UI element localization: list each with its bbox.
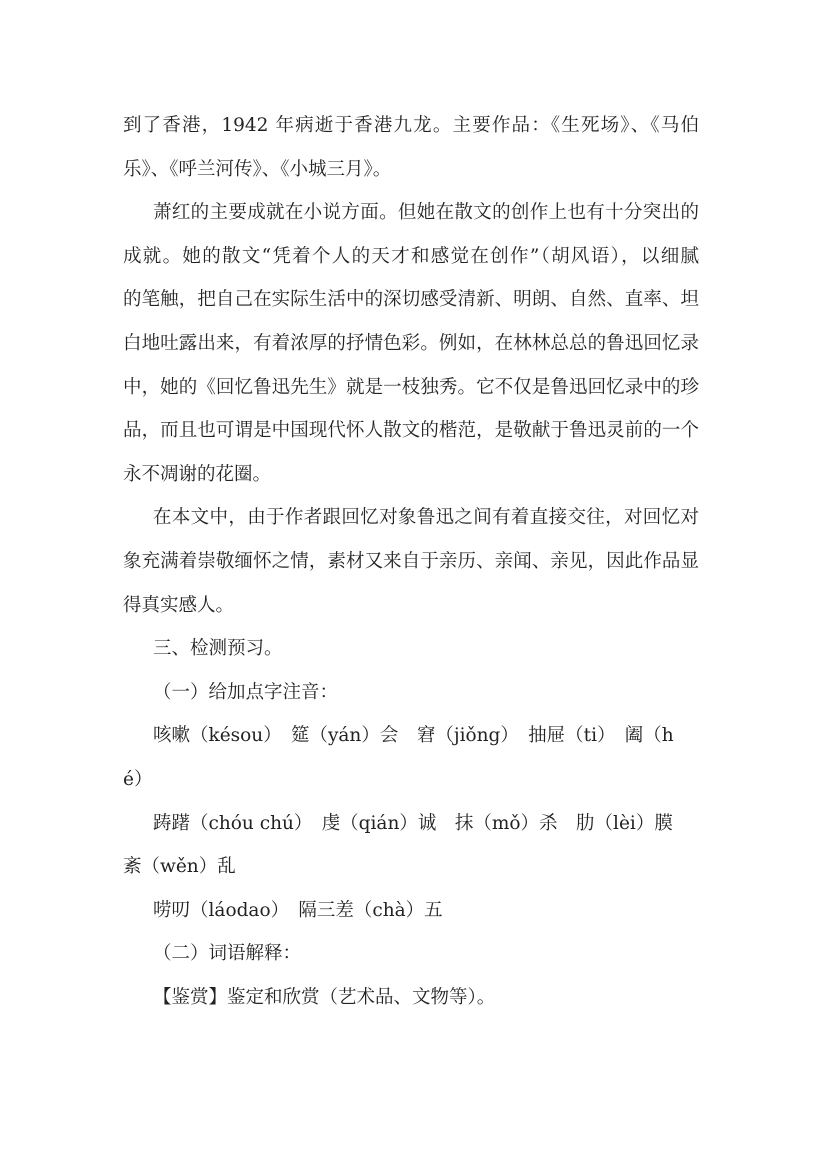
text-line: 在本文中，由于作者跟回忆对象鲁迅之间有着直接交往，对回忆对 xyxy=(153,507,699,529)
text-line: 萧红的主要成就在小说方面。但她在散文的创作上也有十分突出的 xyxy=(153,202,699,224)
text-line: é） xyxy=(123,768,153,790)
text-line: 【鉴赏】鉴定和欣赏（艺术品、文物等）。 xyxy=(153,986,496,1008)
text-line: （一）给加点字注音： xyxy=(153,681,339,703)
text-line: 到了香港，1942 年病逝于香港九龙。主要作品：《生死场》、《马伯 xyxy=(123,115,699,136)
text-line: （二）词语解释： xyxy=(153,943,302,965)
text-line: 得真实感人。 xyxy=(123,594,235,616)
text-line: 品，而且也可谓是中国现代怀人散文的楷范，是敬献于鲁迅灵前的一个 xyxy=(123,420,699,442)
text-line: 咳嗽（késou） 筵（yán）会 窘（jiǒng） 抽屉（ti） 阖（h xyxy=(153,725,674,747)
text-line: 白地吐露出来，有着浓厚的抒情色彩。例如，在林林总总的鲁迅回忆录 xyxy=(123,332,699,354)
text-line: 象充满着崇敬缅怀之情，素材又来自于亲历、亲闻、亲见，因此作品显 xyxy=(123,550,699,572)
text-line: 的笔触，把自己在实际生活中的深切感受清新、明朗、自然、直率、坦 xyxy=(123,289,699,311)
text-line: 三、检测预习。 xyxy=(153,638,283,660)
text-line: 乐》、《呼兰河传》、《小城三月》。 xyxy=(123,158,392,180)
text-line: 永不凋谢的花圈。 xyxy=(123,463,272,485)
document-body xyxy=(123,104,699,1019)
text-line: 踌躇（chóu chú） 虔（qián）诚 抹（mǒ）杀 肋（lèi）膜 xyxy=(153,812,673,834)
text-line: 唠叨（láodao） 隔三差（chà）五 xyxy=(153,899,443,921)
text-line: 中，她的《回忆鲁迅先生》就是一枝独秀。它不仅是鲁迅回忆录中的珍 xyxy=(123,376,699,398)
text-line: 紊（wěn）乱 xyxy=(123,856,236,878)
text-line: 成就。她的散文“凭着个人的天才和感觉在创作”（胡风语），以细腻 xyxy=(123,245,699,267)
